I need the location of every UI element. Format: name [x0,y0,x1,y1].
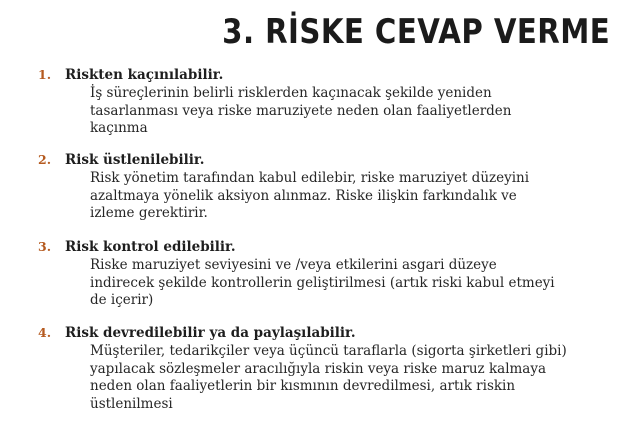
list-item-description: Risk yönetim tarafından kabul edilebir, riske maruziyet düzeyini azaltmaya yönelik aksiyon alınmaz. Riske ilişkin farkındalık ve izleme gerektirir. [90,170,530,221]
list-item-heading: Risk kontrol edilebilir. [65,239,236,255]
list-item-heading-row [38,324,567,342]
list-item-number: 1. [38,67,52,82]
list-item-1 [38,66,511,138]
list-item-description: Müşteriler, tedarikçiler veya üçüncü taraflarla (sigorta şirketleri gibi) yapılacak sözleşmeler aracılığıyla riskin veya riske maruz kalmaya neden olan faaliyetlerin bir kısmının devredilmesi, artık riskin üstlenilmesi [90,343,567,412]
list-item-heading: Risk üstlenilebilir. [65,152,205,168]
list-item-heading-row [38,238,555,256]
list-item-2 [38,151,529,223]
list-item-description: Riske maruziyet seviyesini ve /veya etkilerini asgari düzeye indirecek şekilde kontrollerin geliştirilmesi (artık riski kabul etmeyi de içerir) [90,257,555,308]
list-item-4 [38,324,567,413]
list-item-description: İş süreçlerinin belirli risklerden kaçınacak şekilde yeniden tasarlanması veya riske maruziyete neden olan faaliyetlerden kaçınma [90,85,512,136]
list-item-number: 4. [38,325,52,340]
list-item-heading: Risk devredilebilir ya da paylaşılabilir. [65,325,356,341]
list-item-heading-row [38,151,529,169]
list-item-heading: Riskten kaçınılabilir. [65,67,224,83]
list-item-3 [38,238,555,310]
slide-title: 3. RİSKE CEVAP VERME [221,12,610,52]
list-item-number: 3. [38,239,52,254]
list-item-number: 2. [38,152,52,167]
list-item-heading-row [38,66,511,84]
